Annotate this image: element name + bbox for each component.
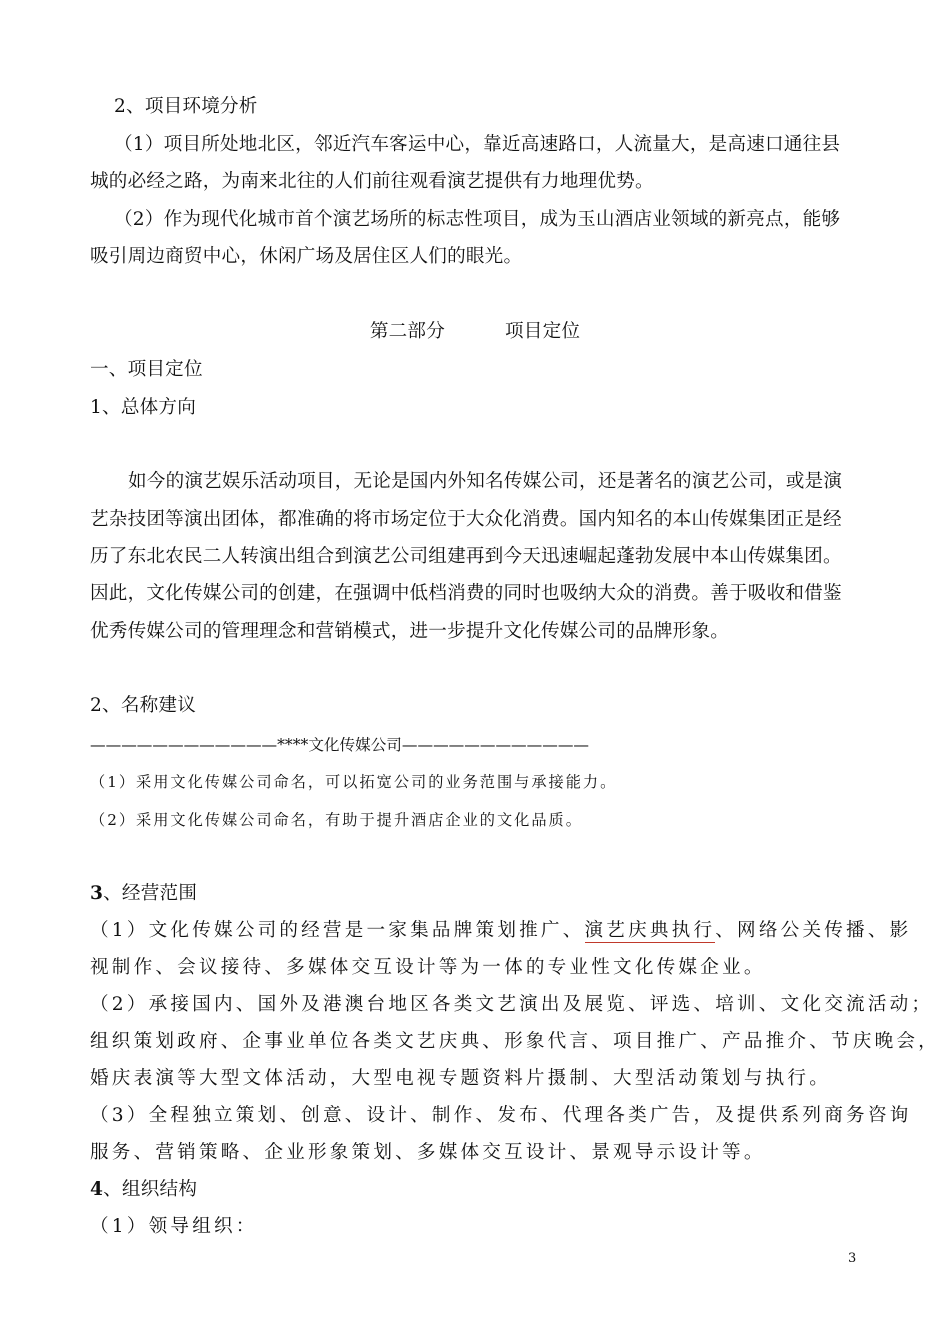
paragraph-line: 艺杂技团等演出团体，都准确的将市场定位于大众化消费。国内知名的本山传媒集团正是经 bbox=[90, 509, 842, 530]
heading-text: 、组织结构 bbox=[103, 1179, 198, 1200]
paragraph-line: 如今的演艺娱乐活动项目，无论是国内外知名传媒公司，还是著名的演艺公司，或是演 bbox=[128, 471, 843, 492]
scope-line: （3）全程独立策划、创意、设计、制作、发布、代理各类广告，及提供系列商务咨询 bbox=[90, 1105, 912, 1126]
heading-number: 4 bbox=[90, 1179, 104, 1200]
subsection-heading-naming: 2、名称建议 bbox=[90, 695, 196, 716]
paragraph-line: 历了东北农民二人转演出组合到演艺公司组建再到今天迅速崛起蓬勃发展中本山传媒集团。 bbox=[90, 546, 842, 567]
scope-line bbox=[90, 919, 912, 943]
section-heading-environment: 2、项目环境分析 bbox=[114, 96, 258, 117]
part-title-number: 第二部分 bbox=[369, 321, 445, 342]
paragraph-line: 城的必经之路，为南来北往的人们前往观看演艺提供有力地理优势。 bbox=[90, 171, 654, 192]
subsection-heading-scope bbox=[90, 882, 862, 906]
scope-text: 、网络公关传播、影 bbox=[715, 920, 912, 941]
paragraph-line: 优秀传媒公司的管理理念和营销模式，进一步提升文化传媒公司的品牌形象。 bbox=[90, 621, 729, 642]
scope-text: （1）文化传媒公司的经营是一家集品牌策划推广、 bbox=[90, 920, 585, 941]
paragraph-line: 吸引周边商贸中心，休闲广场及居住区人们的眼光。 bbox=[90, 246, 523, 267]
heading-number: 3 bbox=[90, 883, 104, 904]
page-number: 3 bbox=[848, 1251, 857, 1266]
naming-item-1: （1）采用文化传媒公司命名，可以拓宽公司的业务范围与承接能力。 bbox=[90, 773, 618, 791]
scope-line: 组织策划政府、企事业单位各类文艺庆典、形象代言、项目推广、产品推介、节庆晚会， bbox=[90, 1031, 940, 1052]
part-title-name: 项目定位 bbox=[505, 321, 581, 342]
scope-line: （2）承接国内、国外及港澳台地区各类文艺演出及展览、评选、培训、文化交流活动； bbox=[90, 994, 934, 1015]
paragraph-line: （2）作为现代化城市首个演艺场所的标志性项目，成为玉山酒店业领域的新亮点，能够 bbox=[114, 209, 841, 230]
scope-line: 婚庆表演等大型文体活动，大型电视专题资料片摄制、大型活动策划与执行。 bbox=[90, 1068, 831, 1089]
subsection-heading-direction: 1、总体方向 bbox=[90, 397, 196, 418]
scope-line: 服务、营销策略、企业形象策划、多媒体交互设计、景观导示设计等。 bbox=[90, 1142, 766, 1163]
section-heading-positioning: 一、项目定位 bbox=[90, 359, 203, 380]
part-title bbox=[0, 320, 950, 344]
heading-text: 、经营范围 bbox=[103, 883, 198, 904]
paragraph-line: （1）项目所处地北区，邻近汽车客运中心，靠近高速路口，人流量大，是高速口通往县 bbox=[114, 134, 841, 155]
company-name-line: ————————————****文化传媒公司———————————— bbox=[90, 736, 590, 754]
org-item-1: （1）领导组织： bbox=[90, 1216, 258, 1237]
spellcheck-underlined-text: 演艺庆典执行 bbox=[584, 920, 716, 941]
subsection-heading-organization bbox=[90, 1178, 862, 1202]
naming-item-2: （2）采用文化传媒公司命名，有助于提升酒店企业的文化品质。 bbox=[90, 811, 583, 829]
paragraph-line: 因此，文化传媒公司的创建，在强调中低档消费的同时也吸纳大众的消费。善于吸收和借鉴 bbox=[90, 583, 842, 604]
scope-line: 视制作、会议接待、多媒体交互设计等为一体的专业性文化传媒企业。 bbox=[90, 957, 766, 978]
